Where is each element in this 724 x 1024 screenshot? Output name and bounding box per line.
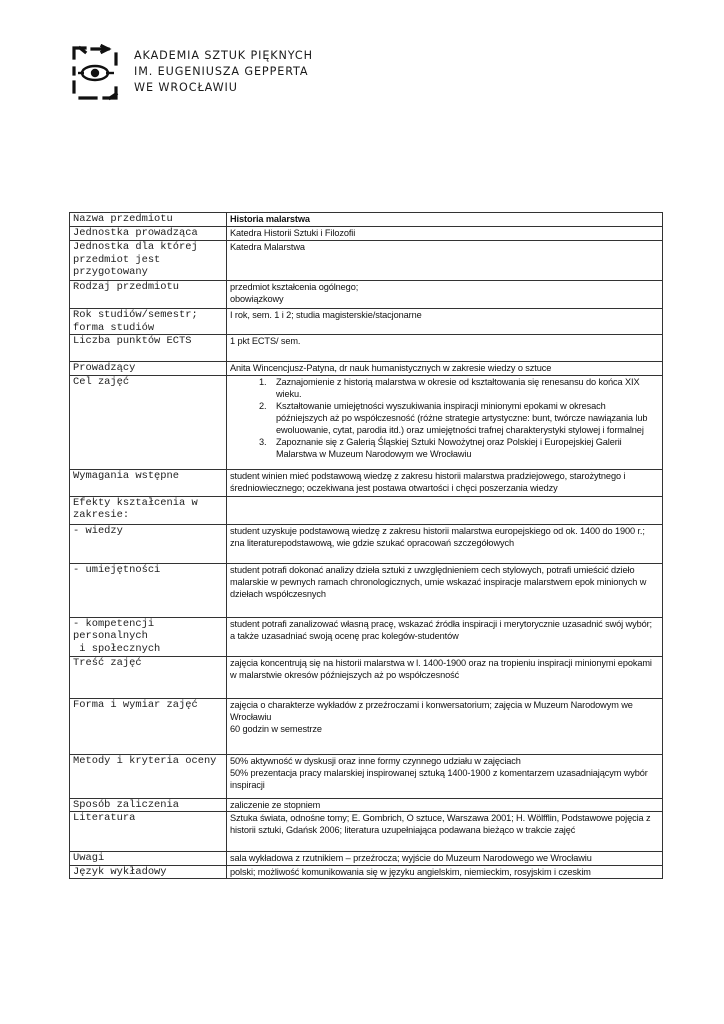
table-row — [70, 698, 663, 754]
row-value — [227, 754, 663, 798]
table-row — [70, 617, 663, 656]
row-value: student winien mieć podstawową wiedzę z zakresu historii malarstwa pradziejowego, starożytnego i średniowiecznego; oczekiwana jest postawa otwartości i chęci poszerzania wiedzy — [227, 469, 663, 496]
row-value: Katedra Malarstwa — [227, 241, 663, 281]
row-label: Język wykładowy — [70, 865, 227, 879]
row-label: - wiedzy — [70, 524, 227, 563]
value-line: obowiązkowy — [230, 294, 284, 304]
row-value: I rok, sem. 1 i 2; studia magisterskie/stacjonarne — [227, 309, 663, 335]
row-value: student uzyskuje podstawową wiedzę z zakresu historii malarstwa europejskiego od ok. 1400 do 1900 r.; zna literaturepodstawową, wie gdzie szukać opracowań szczegółowych — [227, 524, 663, 563]
row-label: Treść zajęć — [70, 656, 227, 698]
row-value: 1 pkt ECTS/ sem. — [227, 335, 663, 362]
row-label: Jednostka prowadząca — [70, 227, 227, 241]
row-label: Jednostka dla której przedmiot jest przygotowany — [70, 241, 227, 281]
list-number: 2. — [259, 400, 267, 411]
table-row — [70, 335, 663, 362]
table-row — [70, 496, 663, 524]
row-value: student potrafi dokonać analizy dzieła sztuki z uwzględnieniem cech stylowych, potrafi umieścić dzieło malarskie w pewnych ramach chronologicznych, umie wskazać inspiracje malarstwem epok minionych w dziełach współczesnych — [227, 563, 663, 617]
value-line: przedmiot kształcenia ogólnego; — [230, 282, 359, 292]
syllabus-table — [69, 212, 663, 879]
row-value: polski; możliwość komunikowania się w języku angielskim, niemieckim, rosyjskim i czeskim — [227, 865, 663, 879]
table-row — [70, 656, 663, 698]
list-text: Zaznajomienie z historią malarstwa w okresie od kształtowania się renesansu do końca XIX wieku. — [276, 376, 640, 399]
goals-list — [230, 376, 659, 460]
table-row — [70, 362, 663, 376]
table-row — [70, 281, 663, 309]
table-row — [70, 375, 663, 469]
academy-name-line-1: AKADEMIA SZTUK PIĘKNYCH — [134, 49, 313, 62]
row-label: Rok studiów/semestr; forma studiów — [70, 309, 227, 335]
row-label: Sposób zaliczenia — [70, 798, 227, 812]
table-row — [70, 469, 663, 496]
list-text: Kształtowanie umiejętności wyszukiwania inspiracji minionymi epokami w okresach późniejszych aż po współczesność (różne strategie artystyczne: bunt, twórcze nawiązania lub ewoluowanie, cytat, parodia itd.) oraz umiejętności trafnej charakterystyki stylowej i formalnej — [276, 400, 648, 435]
row-label: Liczba punktów ECTS — [70, 335, 227, 362]
row-label: Literatura — [70, 812, 227, 852]
table-row — [70, 227, 663, 241]
table-row — [70, 798, 663, 812]
list-number: 1. — [259, 376, 267, 387]
list-text: Zapoznanie się z Galerią Śląskiej Sztuki Nowożytnej oraz Polskiej i Europejskiej Galerii Malarstwa w Muzeum Narodowym we Wrocławiu — [276, 436, 622, 459]
value-line: 60 godzin w semestrze — [230, 723, 322, 734]
table-row — [70, 852, 663, 866]
row-label: Efekty kształcenia w zakresie: — [70, 496, 227, 524]
row-label: Nazwa przedmiotu — [70, 213, 227, 227]
label-line: - kompetencji — [73, 617, 155, 630]
row-label: Cel zajęć — [70, 375, 227, 469]
row-value — [227, 496, 663, 524]
value-line: zajęcia o charakterze wykładów z przeźroczami i konwersatorium; zajęcia w Muzeum Narodowym we Wrocławiu — [230, 699, 633, 722]
list-item — [259, 376, 659, 400]
row-label: Metody i kryteria oceny — [70, 754, 227, 798]
row-value: sala wykładowa z rzutnikiem – przeźrocza; wyjście do Muzeum Narodowego we Wrocławiu — [227, 852, 663, 866]
academy-name-line-3: WE WROCŁAWIU — [134, 81, 238, 95]
table-row — [70, 754, 663, 798]
row-value — [227, 698, 663, 754]
table-row — [70, 309, 663, 335]
table-row — [70, 241, 663, 281]
row-label: Rodzaj przedmiotu — [70, 281, 227, 309]
course-name-value: Historia malarstwa — [227, 213, 663, 227]
value-line: 50% prezentacja pracy malarskiej inspirowanej sztuką 1400-1900 z komentarzem uzasadniającym wybór inspiracji — [230, 767, 648, 790]
table-row — [70, 213, 663, 227]
row-value: Katedra Historii Sztuki i Filozofii — [227, 227, 663, 241]
row-label — [70, 617, 227, 656]
row-value — [227, 281, 663, 309]
table-row — [70, 812, 663, 852]
label-line: i społecznych — [73, 642, 161, 655]
academy-name-line-2: IM. EUGENIUSZA GEPPERTA — [134, 65, 309, 79]
row-value: Sztuka świata, odnośne tomy; E. Gombrich, O sztuce, Warszawa 2001; H. Wölfflin, Podstawowe pojęcia z historii sztuki, Gdańsk 2006; literatura uzupełniająca podawana bieżąco w trakcie zajęć — [227, 812, 663, 852]
list-item — [259, 436, 659, 460]
list-item — [259, 400, 659, 436]
academy-logo-icon — [70, 44, 120, 102]
row-label: Wymagania wstępne — [70, 469, 227, 496]
row-value: student potrafi zanalizować własną pracę, wskazać źródła inspiracji i merytorycznie uzasadnić swój wybór; a także uzasadniać swoją ocenę prac kolegów-studentów — [227, 617, 663, 656]
academy-name — [134, 48, 313, 97]
table-row — [70, 563, 663, 617]
row-value: zajęcia koncentrują się na historii malarstwa w l. 1400-1900 oraz na tropieniu inspiracji minionymi epokami w malarstwie okresów późniejszych aż po współczesność — [227, 656, 663, 698]
value-line: 50% aktywność w dyskusji oraz inne formy czynnego udziału w zajęciach — [230, 755, 521, 766]
table-row — [70, 865, 663, 879]
label-line: personalnych — [73, 630, 148, 643]
list-number: 3. — [259, 436, 267, 447]
goals-value — [227, 375, 663, 469]
page-header — [70, 44, 313, 102]
row-label: Forma i wymiar zajęć — [70, 698, 227, 754]
row-label: Prowadzący — [70, 362, 227, 376]
row-label: Uwagi — [70, 852, 227, 866]
row-value: zaliczenie ze stopniem — [227, 798, 663, 812]
row-label: - umiejętności — [70, 563, 227, 617]
table-row — [70, 524, 663, 563]
row-value: Anita Wincencjusz-Patyna, dr nauk humanistycznych w zakresie wiedzy o sztuce — [227, 362, 663, 376]
